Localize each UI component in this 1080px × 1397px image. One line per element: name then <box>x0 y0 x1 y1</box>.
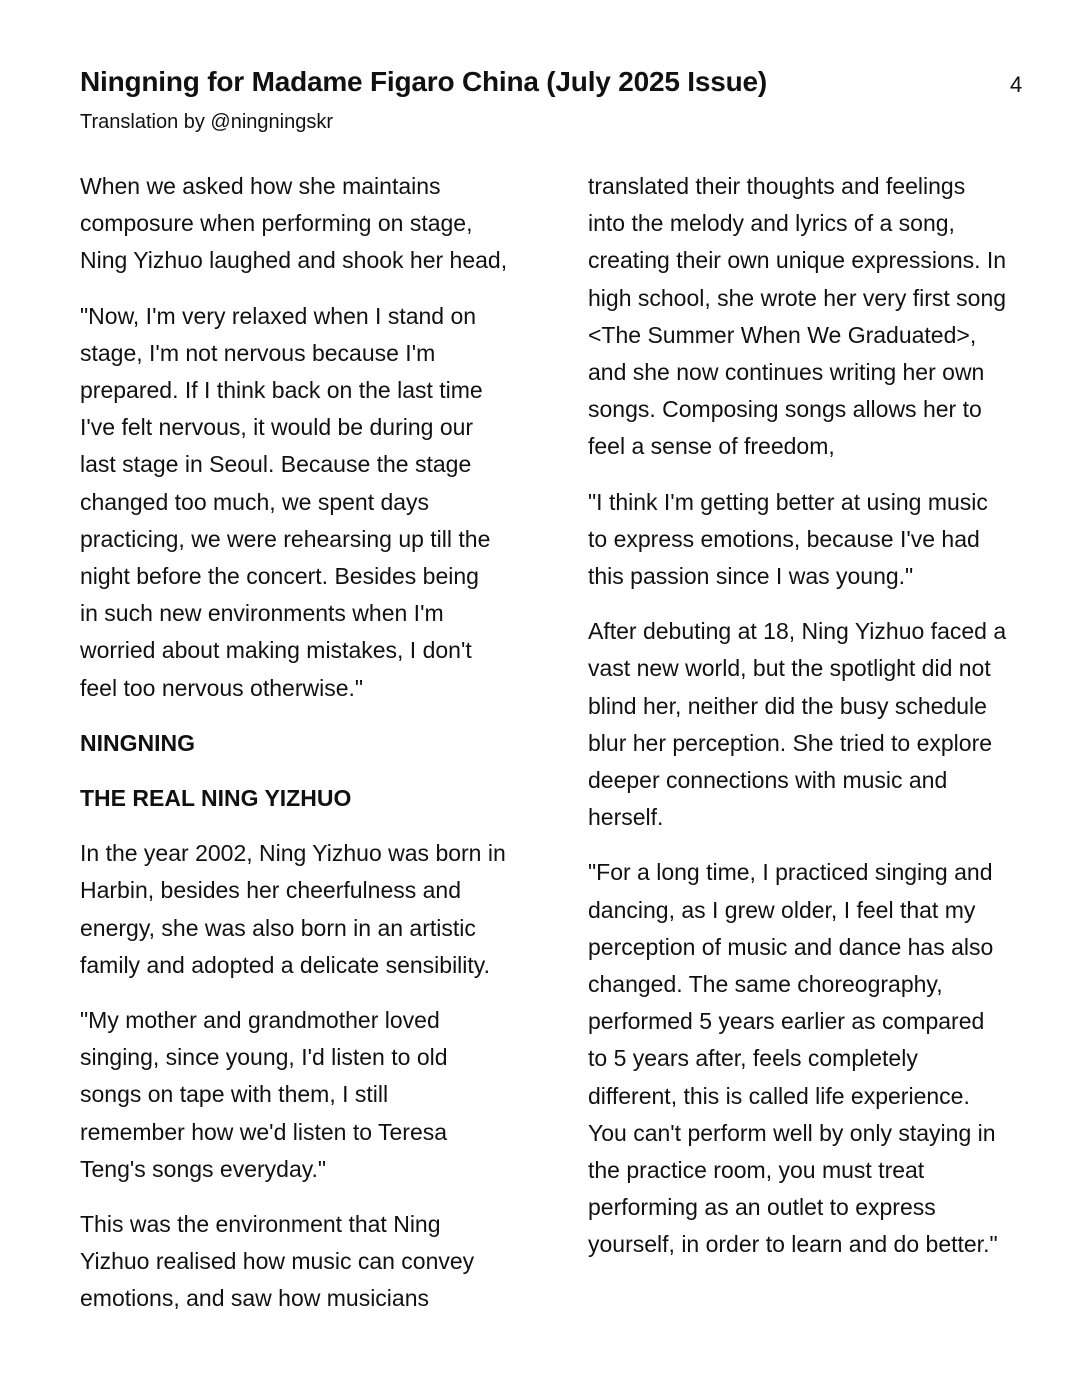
left-column <box>80 168 540 1336</box>
text-line: deeper connections with music and <box>588 767 948 794</box>
paragraph-debut <box>588 613 1040 836</box>
text-line: dancing, as I grew older, I feel that my <box>588 896 976 923</box>
text-line: "For a long time, I practiced singing and <box>588 859 993 886</box>
text-line: Harbin, besides her cheerfulness and <box>80 877 462 904</box>
text-line: different, this is called life experience. <box>588 1082 970 1109</box>
text-line: worried about making mistakes, I don't <box>80 637 472 664</box>
text-line: into the melody and lyrics of a song, <box>588 210 955 237</box>
text-line: the practice room, you must treat <box>588 1157 925 1184</box>
text-line: composure when performing on stage, <box>80 210 473 237</box>
text-line: to express emotions, because I've had <box>588 525 980 552</box>
text-line: perception of music and dance has also <box>588 933 994 960</box>
text-line: blur her perception. She tried to explore <box>588 729 993 756</box>
text-line: <The Summer When We Graduated>, <box>588 321 977 348</box>
text-line: "Now, I'm very relaxed when I stand on <box>80 302 477 329</box>
text-line: singing, since young, I'd listen to old <box>80 1044 448 1071</box>
paragraph-quote-experience <box>588 854 1040 1263</box>
text-line: in such new environments when I'm <box>80 600 444 627</box>
text-line: remember how we'd listen to Teresa <box>80 1118 448 1145</box>
text-line: energy, she was also born in an artistic <box>80 914 476 941</box>
text-line: performed 5 years earlier as compared <box>588 1008 985 1035</box>
text-line: feel a sense of freedom, <box>588 433 835 460</box>
page-number: 4 <box>1010 72 1023 97</box>
text-line: In the year 2002, Ning Yizhuo was born in <box>80 840 506 867</box>
text-line: and she now continues writing her own <box>588 359 985 386</box>
text-line: prepared. If I think back on the last time <box>80 377 483 404</box>
text-line: feel too nervous otherwise." <box>80 674 364 701</box>
text-line: translated their thoughts and feelings <box>588 173 966 199</box>
text-line: Yizhuo realised how music can convey <box>80 1248 475 1275</box>
text-line: songs on tape with them, I still <box>80 1081 389 1108</box>
page-title: Ningning for Madame Figaro China (July 2025 Issue) <box>80 66 768 97</box>
text-line: "I think I'm getting better at using music <box>588 488 988 515</box>
text-line: this passion since I was young." <box>588 563 914 590</box>
translation-credit: Translation by @ningningskr <box>80 111 334 133</box>
text-line: high school, she wrote her very first song <box>588 284 1007 311</box>
paragraph-birth <box>80 835 540 984</box>
text-line: to 5 years after, feels completely <box>588 1045 918 1072</box>
text-line: Teng's songs everyday." <box>80 1155 327 1182</box>
right-column <box>588 168 1040 1282</box>
text-line: You can't perform well by only staying in <box>588 1119 996 1146</box>
paragraph-quote-family <box>80 1002 540 1188</box>
paragraph-songwriting <box>588 168 1040 466</box>
paragraph-quote-nervous <box>80 298 540 707</box>
text-line: performing as an outlet to express <box>588 1194 936 1221</box>
text-line: When we asked how she maintains <box>80 173 441 199</box>
text-line: changed. The same choreography, <box>588 971 943 998</box>
text-line: last stage in Seoul. Because the stage <box>80 451 472 478</box>
paragraph-environment <box>80 1206 540 1318</box>
paragraph-intro <box>80 168 540 280</box>
text-line: yourself, in order to learn and do better." <box>588 1231 998 1258</box>
text-line: "My mother and grandmother loved <box>80 1007 440 1034</box>
text-line: vast new world, but the spotlight did not <box>588 655 991 682</box>
section-heading-real-ning-yizhuo: THE REAL NING YIZHUO <box>80 785 352 812</box>
text-line: I've felt nervous, it would be during our <box>80 414 474 441</box>
text-line: family and adopted a delicate sensibility. <box>80 951 490 978</box>
text-line: practicing, we were rehearsing up till the <box>80 525 491 552</box>
paragraph-quote-music <box>588 484 1040 596</box>
text-line: This was the environment that Ning <box>80 1211 441 1238</box>
text-line: After debuting at 18, Ning Yizhuo faced a <box>588 618 1007 645</box>
text-line: songs. Composing songs allows her to <box>588 396 982 423</box>
text-line: Ning Yizhuo laughed and shook her head, <box>80 247 508 274</box>
section-heading-ningning: NINGNING <box>80 729 195 756</box>
text-line: stage, I'm not nervous because I'm <box>80 339 436 366</box>
text-line: emotions, and saw how musicians <box>80 1285 429 1312</box>
text-line: changed too much, we spent days <box>80 488 430 515</box>
text-line: blind her, neither did the busy schedule <box>588 692 987 719</box>
text-line: night before the concert. Besides being <box>80 563 479 590</box>
text-line: herself. <box>588 804 664 831</box>
text-line: creating their own unique expressions. In <box>588 247 1007 274</box>
